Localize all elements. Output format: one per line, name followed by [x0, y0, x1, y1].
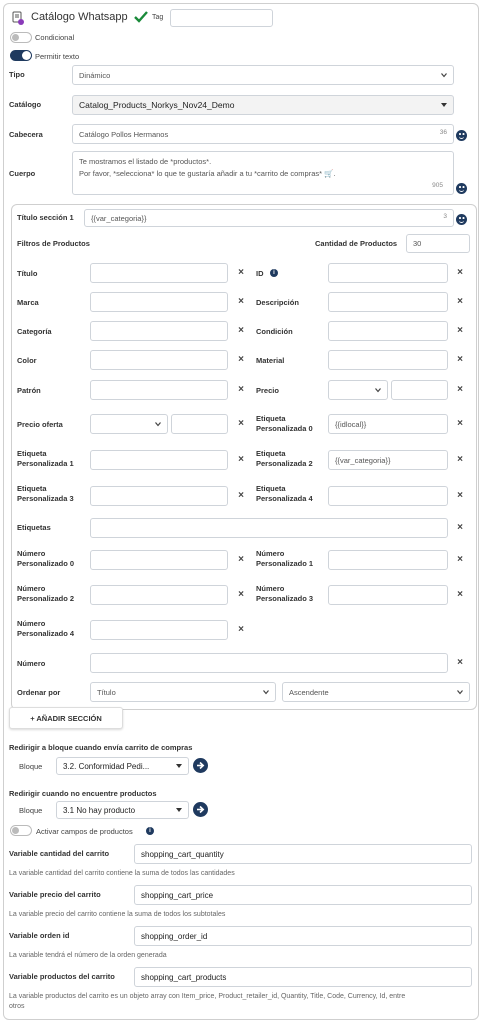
var-cart-products-hint [9, 992, 469, 1012]
filter-marca-input[interactable] [90, 292, 228, 312]
redirect-none-label: Redirigir cuando no encuentre productos [9, 789, 157, 798]
filter-descripcion-label: Descripción [256, 298, 299, 307]
remove-num0-icon[interactable]: × [238, 554, 244, 565]
redirect-cart-block-label: Bloque [19, 762, 43, 771]
filter-precio-oferta-label: Precio oferta [17, 420, 63, 429]
remove-num1-icon[interactable]: × [457, 554, 463, 565]
catalog-block-panel [3, 3, 479, 1020]
var-cart-price-value: shopping_cart_price [141, 890, 214, 900]
filter-num1-label [256, 549, 313, 569]
remove-categoria-icon[interactable]: × [238, 325, 244, 336]
var-cart-products-hint-line1: La variable productos del carrito es un objeto array con Item_price, Product_retailer_id, Quantity, Title, Code, Currency, Id, entre [9, 993, 406, 1000]
remove-material-icon[interactable]: × [457, 354, 463, 365]
section-title-value: {{var_categoria}} [91, 213, 147, 223]
filter-num4-label [17, 619, 74, 639]
chevron-down-icon [155, 421, 161, 427]
chevron-down-icon [441, 72, 447, 78]
filter-etq2-input[interactable] [328, 450, 448, 470]
add-section-button[interactable]: + AÑADIR SECCIÓN [9, 707, 123, 729]
precio-oferta-value-input[interactable] [171, 414, 228, 434]
filter-precio-label: Precio [256, 386, 279, 395]
redirect-cart-label: Redirigir a bloque cuando envía carrito de compras [9, 743, 193, 752]
filter-patron-label: Patrón [17, 386, 41, 395]
caret-down-icon [441, 102, 447, 108]
var-cart-products-label: Variable productos del carrito [9, 972, 115, 981]
filter-etq0-value: {{idlocal}} [335, 419, 367, 429]
redirect-cart-block-value: 3.2. Conformidad Pedi... [63, 761, 150, 771]
filter-etq2-label-line1: Etiqueta [256, 449, 286, 458]
var-cart-price-label: Variable precio del carrito [9, 890, 101, 899]
allow-text-toggle[interactable] [10, 50, 32, 61]
emoji-picker-icon[interactable] [456, 214, 467, 225]
emoji-picker-icon[interactable] [456, 183, 467, 194]
filter-etq2-label-line2: Personalizada 2 [256, 459, 313, 468]
tag-input[interactable] [170, 9, 273, 27]
filter-num1-label-line2: Personalizado 1 [256, 559, 314, 568]
caret-down-icon [176, 763, 182, 769]
remove-etq1-icon[interactable]: × [238, 454, 244, 465]
redirect-none-block-value: 3.1 No hay producto [63, 805, 136, 815]
cabecera-label: Cabecera [9, 130, 43, 139]
var-cart-qty-hint: La variable cantidad del carrito contiene la suma de todos las cantidades [9, 870, 235, 877]
filter-num3-input[interactable] [328, 585, 448, 605]
remove-color-icon[interactable]: × [238, 354, 244, 365]
go-to-block-icon[interactable] [193, 802, 208, 817]
var-cart-products-hint-line2: otros [9, 1003, 25, 1010]
filter-etq1-label [17, 449, 74, 469]
remove-titulo-icon[interactable]: × [238, 267, 244, 278]
filter-etq3-label-line1: Etiqueta [17, 484, 47, 493]
info-icon: i [146, 827, 154, 835]
order-field-value: Título [97, 687, 116, 697]
chevron-down-icon [457, 689, 463, 695]
caret-down-icon [176, 807, 182, 813]
remove-id-icon[interactable]: × [457, 267, 463, 278]
filter-titulo-input[interactable] [90, 263, 228, 283]
filter-num3-label-line1: Número [256, 584, 285, 593]
chevron-down-icon [263, 689, 269, 695]
var-cart-price-hint: La variable precio del carrito contiene la suma de todos los subtotales [9, 911, 226, 918]
filter-etiquetas-input[interactable] [90, 518, 448, 538]
filter-num2-label [17, 584, 74, 604]
allow-text-label: Permitir texto [35, 52, 80, 61]
filter-id-label: ID [256, 269, 264, 278]
filter-num4-label-line2: Personalizado 4 [17, 629, 75, 638]
remove-num2-icon[interactable]: × [238, 589, 244, 600]
filter-titulo-label: Título [17, 269, 38, 278]
remove-descripcion-icon[interactable]: × [457, 296, 463, 307]
filter-etq4-label-line2: Personalizada 4 [256, 494, 313, 503]
var-cart-products-value: shopping_cart_products [141, 972, 227, 982]
filter-descripcion-input[interactable] [328, 292, 448, 312]
filter-num0-label [17, 549, 74, 569]
conditional-label: Condicional [35, 33, 75, 42]
filter-patron-input[interactable] [90, 380, 228, 400]
filter-etq1-label-line1: Etiqueta [17, 449, 47, 458]
filter-etiquetas-label: Etiquetas [17, 523, 51, 532]
product-qty-input[interactable] [406, 234, 470, 253]
remove-etq2-icon[interactable]: × [457, 454, 463, 465]
remove-num4-icon[interactable]: × [238, 624, 244, 635]
filter-condicion-input[interactable] [328, 321, 448, 341]
product-fields-label: Activar campos de productos [36, 827, 133, 836]
filter-num1-label-line1: Número [256, 549, 285, 558]
product-qty-label: Cantidad de Productos [315, 239, 398, 248]
filter-id-input[interactable] [328, 263, 448, 283]
cuerpo-label: Cuerpo [9, 169, 36, 178]
filter-condicion-label: Condición [256, 327, 293, 336]
filter-etq0-label-line2: Personalizada 0 [256, 424, 313, 433]
catalogo-select[interactable] [72, 95, 454, 115]
remove-num3-icon[interactable]: × [457, 589, 463, 600]
cuerpo-textarea[interactable] [72, 151, 454, 195]
emoji-picker-icon[interactable] [456, 130, 467, 141]
cuerpo-char-count: 905 [432, 182, 443, 189]
go-to-block-icon[interactable] [193, 758, 208, 773]
cabecera-input[interactable] [72, 124, 454, 144]
filter-color-label: Color [17, 356, 37, 365]
redirect-none-block-select[interactable] [56, 801, 189, 819]
filter-etq3-label [17, 484, 74, 504]
var-order-id-hint: La variable tendrá el número de la orden generada [9, 952, 167, 959]
redirect-cart-block-select[interactable] [56, 757, 189, 775]
remove-etq3-icon[interactable]: × [238, 490, 244, 501]
filter-etq0-label [256, 414, 313, 434]
product-fields-toggle[interactable] [10, 825, 32, 836]
tipo-select-value: Dinámico [79, 70, 111, 80]
chevron-down-icon [375, 387, 381, 393]
remove-etq4-icon[interactable]: × [457, 490, 463, 501]
filter-num4-label-line1: Número [17, 619, 46, 628]
filter-etq0-label-line1: Etiqueta [256, 414, 286, 423]
var-cart-products-input[interactable] [134, 967, 472, 987]
filter-num1-input[interactable] [328, 550, 448, 570]
catalog-section-box [11, 204, 477, 710]
filter-etq3-label-line2: Personalizada 3 [17, 494, 74, 503]
remove-condicion-icon[interactable]: × [457, 325, 463, 336]
remove-precio-icon[interactable]: × [457, 384, 463, 395]
filters-label: Filtros de Productos [17, 239, 90, 248]
tipo-select[interactable] [72, 65, 454, 85]
conditional-toggle[interactable] [10, 32, 32, 43]
section-title-label: Título sección 1 [17, 213, 74, 222]
filter-etq4-label [256, 484, 313, 504]
var-order-id-value: shopping_order_id [141, 931, 208, 941]
remove-numero-icon[interactable]: × [457, 657, 463, 668]
filter-etq2-value: {{var_categoria}} [335, 455, 391, 465]
product-qty-value: 30 [413, 239, 422, 248]
filter-num0-label-line2: Personalizado 0 [17, 559, 75, 568]
filter-num0-input[interactable] [90, 550, 228, 570]
cabecera-char-count: 36 [439, 129, 447, 136]
filter-num2-label-line1: Número [17, 584, 46, 593]
tipo-label: Tipo [9, 70, 25, 79]
filter-categoria-input[interactable] [90, 321, 228, 341]
precio-operator-select[interactable] [328, 380, 388, 400]
var-order-id-label: Variable orden id [9, 931, 70, 940]
info-icon: i [270, 269, 278, 277]
order-direction-value: Ascendente [289, 687, 329, 697]
var-cart-qty-value: shopping_cart_quantity [141, 849, 224, 859]
var-cart-price-input[interactable] [134, 885, 472, 905]
remove-marca-icon[interactable]: × [238, 296, 244, 307]
catalogo-label: Catálogo [9, 100, 42, 109]
filter-num2-input[interactable] [90, 585, 228, 605]
section-title-count: 3 [443, 213, 447, 220]
order-by-label: Ordenar por [17, 688, 61, 697]
check-icon [134, 11, 148, 25]
cuerpo-line-1: Te mostramos el listado de *productos*. [79, 157, 212, 166]
catalogo-select-value: Catalog_Products_Norkys_Nov24_Demo [79, 100, 235, 110]
precio-value-input[interactable] [391, 380, 448, 400]
remove-etq0-icon[interactable]: × [457, 418, 463, 429]
filter-material-label: Material [256, 356, 285, 365]
filter-etq0-input[interactable] [328, 414, 448, 434]
filter-etq1-label-line2: Personalizada 1 [17, 459, 74, 468]
order-direction-select[interactable] [282, 682, 470, 702]
filter-num2-label-line2: Personalizado 2 [17, 594, 75, 603]
order-field-select[interactable] [90, 682, 276, 702]
section-title-input[interactable] [84, 209, 454, 227]
precio-oferta-operator-select[interactable] [90, 414, 168, 434]
filter-numero-label: Número [17, 659, 46, 668]
filter-num0-label-line1: Número [17, 549, 46, 558]
filter-marca-label: Marca [17, 298, 39, 307]
filter-numero-input[interactable] [90, 653, 448, 673]
filter-material-input[interactable] [328, 350, 448, 370]
filter-num3-label-line2: Personalizado 3 [256, 594, 314, 603]
filter-num4-input[interactable] [90, 620, 228, 640]
filter-etq4-label-line1: Etiqueta [256, 484, 286, 493]
filter-etq2-label [256, 449, 313, 469]
remove-precio-oferta-icon[interactable]: × [238, 418, 244, 429]
redirect-none-block-label: Bloque [19, 806, 43, 815]
filter-categoria-label: Categoría [17, 327, 52, 336]
var-cart-qty-label: Variable cantidad del carrito [9, 849, 110, 858]
tag-label: Tag [152, 14, 164, 21]
remove-etiquetas-icon[interactable]: × [457, 522, 463, 533]
remove-patron-icon[interactable]: × [238, 384, 244, 395]
cuerpo-line-2: Por favor, *selecciona* lo que te gustaría añadir a tu *carrito de compras* 🛒. [79, 169, 336, 178]
var-order-id-input[interactable] [134, 926, 472, 946]
filter-etq4-input[interactable] [328, 486, 448, 506]
filter-num3-label [256, 584, 313, 604]
cabecera-input-value: Catálogo Pollos Hermanos [79, 129, 169, 139]
filter-etq3-input[interactable] [90, 486, 228, 506]
whatsapp-catalog-icon [12, 11, 24, 25]
filter-color-input[interactable] [90, 350, 228, 370]
filter-etq1-input[interactable] [90, 450, 228, 470]
var-cart-qty-input[interactable] [134, 844, 472, 864]
block-title: Catálogo Whatsapp [31, 11, 128, 23]
